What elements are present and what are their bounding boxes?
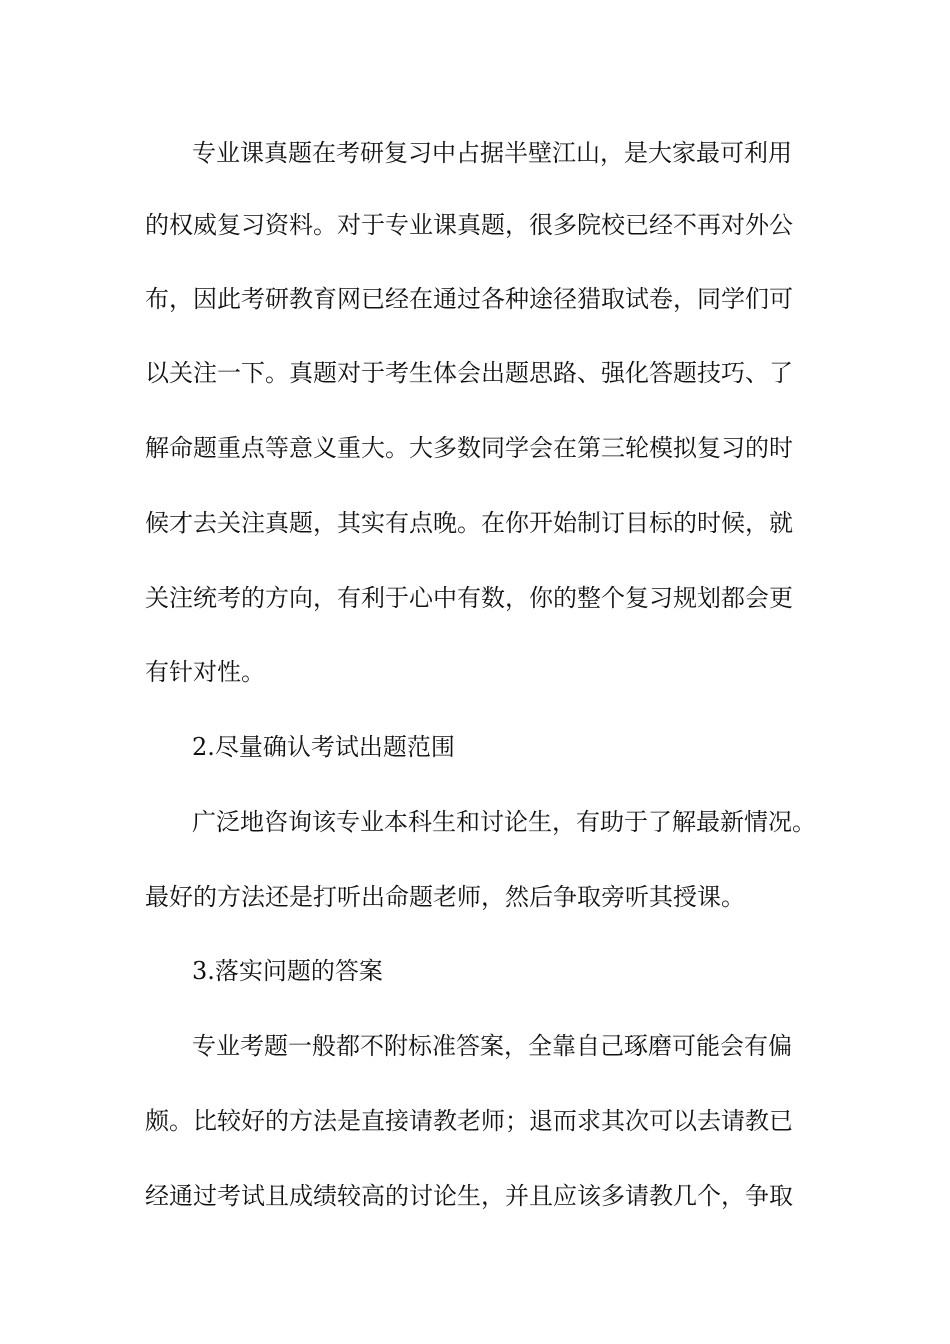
paragraph-1-line-4: 以关注一下。真题对于考生体会出题思路、强化答题技巧、了 [145, 359, 793, 387]
paragraph-1-line-8: 有针对性。 [145, 658, 265, 686]
paragraph-1-line-2: 的权威复习资料。对于专业课真题，很多院校已经不再对外公 [145, 211, 793, 239]
paragraph-1-line-6: 候才去关注真题，其实有点晚。在你开始制订目标的时候，就 [145, 509, 793, 537]
paragraph-1-line-1: 专业课真题在考研复习中占据半壁江山，是大家最可利用 [192, 139, 792, 167]
section-heading-2: 2.尽量确认考试出题范围 [192, 733, 455, 761]
section-heading-3: 3.落实问题的答案 [192, 957, 383, 985]
paragraph-1-line-3: 布，因此考研教育网已经在通过各种途径猎取试卷，同学们可 [145, 285, 793, 313]
paragraph-3-line-2: 颇。比较好的方法是直接请教老师；退而求其次可以去请教已 [145, 1107, 793, 1135]
paragraph-2-line-2: 最好的方法还是打听出命题老师，然后争取旁听其授课。 [145, 883, 745, 911]
paragraph-2-line-1: 广泛地咨询该专业本科生和讨论生，有助于了解最新情况。 [192, 808, 816, 836]
paragraph-3-line-3: 经通过考试且成绩较高的讨论生，并且应该多请教几个，争取 [145, 1182, 793, 1210]
paragraph-1-line-5: 解命题重点等意义重大。大多数同学会在第三轮模拟复习的时 [145, 434, 793, 462]
paragraph-1-line-7: 关注统考的方向，有利于心中有数，你的整个复习规划都会更 [145, 584, 793, 612]
paragraph-3-line-1: 专业考题一般都不附标准答案，全靠自己琢磨可能会有偏 [192, 1032, 792, 1060]
